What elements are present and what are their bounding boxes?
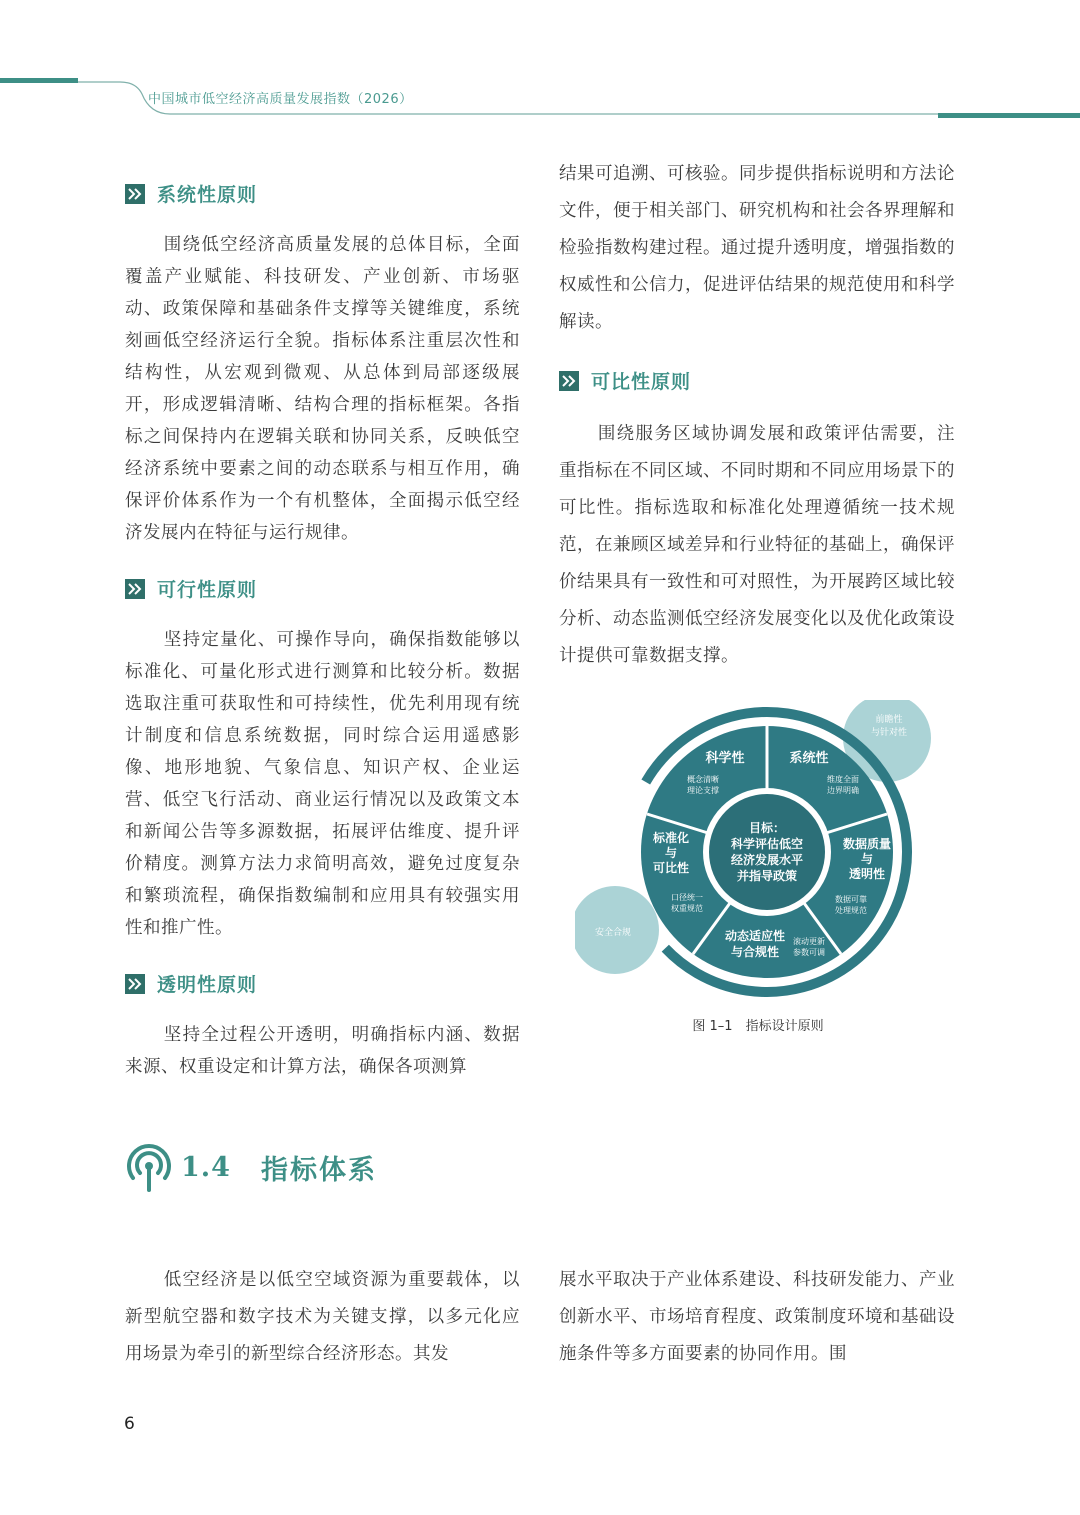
principles-diagram bbox=[575, 700, 935, 1000]
segment-dynamic-sub: 滚动更新 bbox=[793, 937, 825, 946]
segment-data-sub: 处理规范 bbox=[835, 906, 867, 915]
center-line-2: 科学评估低空 bbox=[730, 837, 804, 851]
bubble-top-label: 与针对性 bbox=[870, 728, 908, 738]
signal-icon bbox=[125, 1142, 173, 1192]
segment-standard-title: 可比性 bbox=[652, 861, 690, 875]
segment-standard-sub: 口径统一 bbox=[671, 893, 703, 902]
segment-dynamic-title: 动态适应性 bbox=[724, 929, 786, 943]
paragraph-text: 围绕服务区域协调发展和政策评估需要，注重指标在不同区域、不同时期和不同应用场景下的可比性。指标选取和标准化处理遵循统一技术规范，在兼顾区域差异和行业特征的基础上，确保评价结果具有一致性和可对照性，为开展跨区域比较分析、动态监测低空经济发展变化以及优化政策设计提供可靠数据支撑。 bbox=[559, 424, 955, 666]
segment-scientific-title: 科学性 bbox=[705, 751, 745, 766]
segment-scientific-sub: 概念清晰 bbox=[687, 775, 719, 784]
center-line-1: 目标： bbox=[748, 821, 786, 835]
running-header: 中国城市低空经济高质量发展指数（2026） bbox=[148, 92, 413, 107]
section-heading-comparability bbox=[559, 367, 955, 394]
segment-standard-title: 标准化 bbox=[652, 831, 690, 845]
segment-data-sub: 数据可靠 bbox=[835, 895, 867, 904]
segment-standard-title: 与 bbox=[664, 846, 678, 860]
double-chevron-icon bbox=[125, 184, 145, 204]
chapter-number: 1.4 bbox=[181, 1151, 231, 1183]
bubble-top-label: 前瞻性 bbox=[875, 715, 903, 725]
segment-scientific-sub: 理论支撑 bbox=[687, 786, 719, 795]
section-title: 透明性原则 bbox=[157, 974, 258, 996]
segment-systematic-sub: 维度全面 bbox=[827, 775, 859, 784]
paragraph-transparency-cont: 结果可追溯、可核验。同步提供指标说明和方法论文件，便于相关部门、研究机构和社会各界理解和检验指数构建过程。通过提升透明度，增强指数的权威性和公信力，促进评估结果的规范使用和科学解读。 bbox=[559, 164, 955, 332]
segment-systematic-sub: 边界明确 bbox=[827, 786, 859, 795]
right-column bbox=[559, 150, 955, 675]
center-line-4: 并指导政策 bbox=[736, 869, 798, 883]
paragraph-intro-right: 展水平取决于产业体系建设、科技研发能力、产业创新水平、市场培育程度、政策制度环境和基础设施条件等多方面要素的协同作用。围 bbox=[559, 1270, 955, 1364]
double-chevron-icon bbox=[559, 371, 579, 391]
figure-caption: 图 1–1 指标设计原则 bbox=[692, 1019, 824, 1034]
paragraph-text: 围绕低空经济高质量发展的总体目标，全面覆盖产业赋能、科技研发、产业创新、市场驱动、政策保障和基础条件支撑等关键维度，系统刻画低空经济运行全貌。指标体系注重层次性和结构性，从宏观到微观、从总体到局部逐级展开，形成逻辑清晰、结构合理的指标框架。各指标之间保持内在逻辑关联和协同关系，反映低空经济系统中要素之间的动态联系与相互作用，确保评价体系作为一个有机整体，全面揭示低空经济发展内在特征与运行规律。 bbox=[125, 235, 520, 543]
segment-standard-sub: 权重规范 bbox=[671, 904, 703, 913]
paragraph-systematic bbox=[125, 229, 520, 549]
segment-data-title: 透明性 bbox=[848, 867, 886, 881]
paragraph-text: 坚持定量化、可操作导向，确保指数能够以标准化、可量化形式进行测算和比较分析。数据选取注重可获取性和可持续性，优先利用现有统计制度和信息系统数据，同时综合运用遥感影像、地形地貌、气象信息、知识产权、企业运营、低空飞行活动、商业运行情况以及政策文本和新闻公告等多源数据，拓展评估维度、提升评价精度。测算方法力求简明高效，避免过度复杂和繁琐流程，确保指数编制和应用具有较强实用性和推广性。 bbox=[125, 630, 520, 938]
chapter-heading bbox=[125, 1142, 377, 1192]
paragraph-text: 低空经济是以低空空域资源为重要载体，以新型航空器和数字技术为关键支撑，以多元化应用场景为牵引的新型综合经济形态。其发 bbox=[125, 1270, 520, 1364]
chapter-title: 指标体系 bbox=[260, 1154, 377, 1186]
section-title: 可比性原则 bbox=[591, 371, 692, 393]
double-chevron-icon bbox=[125, 974, 145, 994]
segment-dynamic-sub: 参数可调 bbox=[793, 948, 825, 957]
paragraph-text: 坚持全过程公开透明，明确指标内涵、数据来源、权重设定和计算方法，确保各项测算 bbox=[125, 1025, 520, 1077]
paragraph-intro-left bbox=[125, 1262, 520, 1373]
segment-systematic-title: 系统性 bbox=[789, 751, 829, 766]
segment-data-title: 与 bbox=[860, 852, 874, 866]
section-heading-feasibility bbox=[125, 575, 520, 602]
left-column bbox=[125, 150, 520, 1083]
section-title: 系统性原则 bbox=[157, 184, 258, 206]
center-disc bbox=[709, 794, 825, 910]
paragraph-comparability bbox=[559, 416, 955, 675]
header-accent-right bbox=[938, 113, 1080, 118]
bubble-left-label: 安全合规 bbox=[594, 928, 632, 938]
paragraph-feasibility bbox=[125, 624, 520, 944]
page-number: 6 bbox=[124, 1414, 135, 1434]
section-heading-systematic bbox=[125, 180, 520, 207]
section-heading-transparency bbox=[125, 970, 520, 997]
section-title: 可行性原则 bbox=[157, 579, 258, 601]
segment-dynamic-title: 与合规性 bbox=[730, 945, 780, 959]
paragraph-transparency bbox=[125, 1019, 520, 1083]
double-chevron-icon bbox=[125, 579, 145, 599]
center-line-3: 经济发展水平 bbox=[730, 853, 804, 867]
segment-data-title: 数据质量 bbox=[842, 837, 892, 851]
